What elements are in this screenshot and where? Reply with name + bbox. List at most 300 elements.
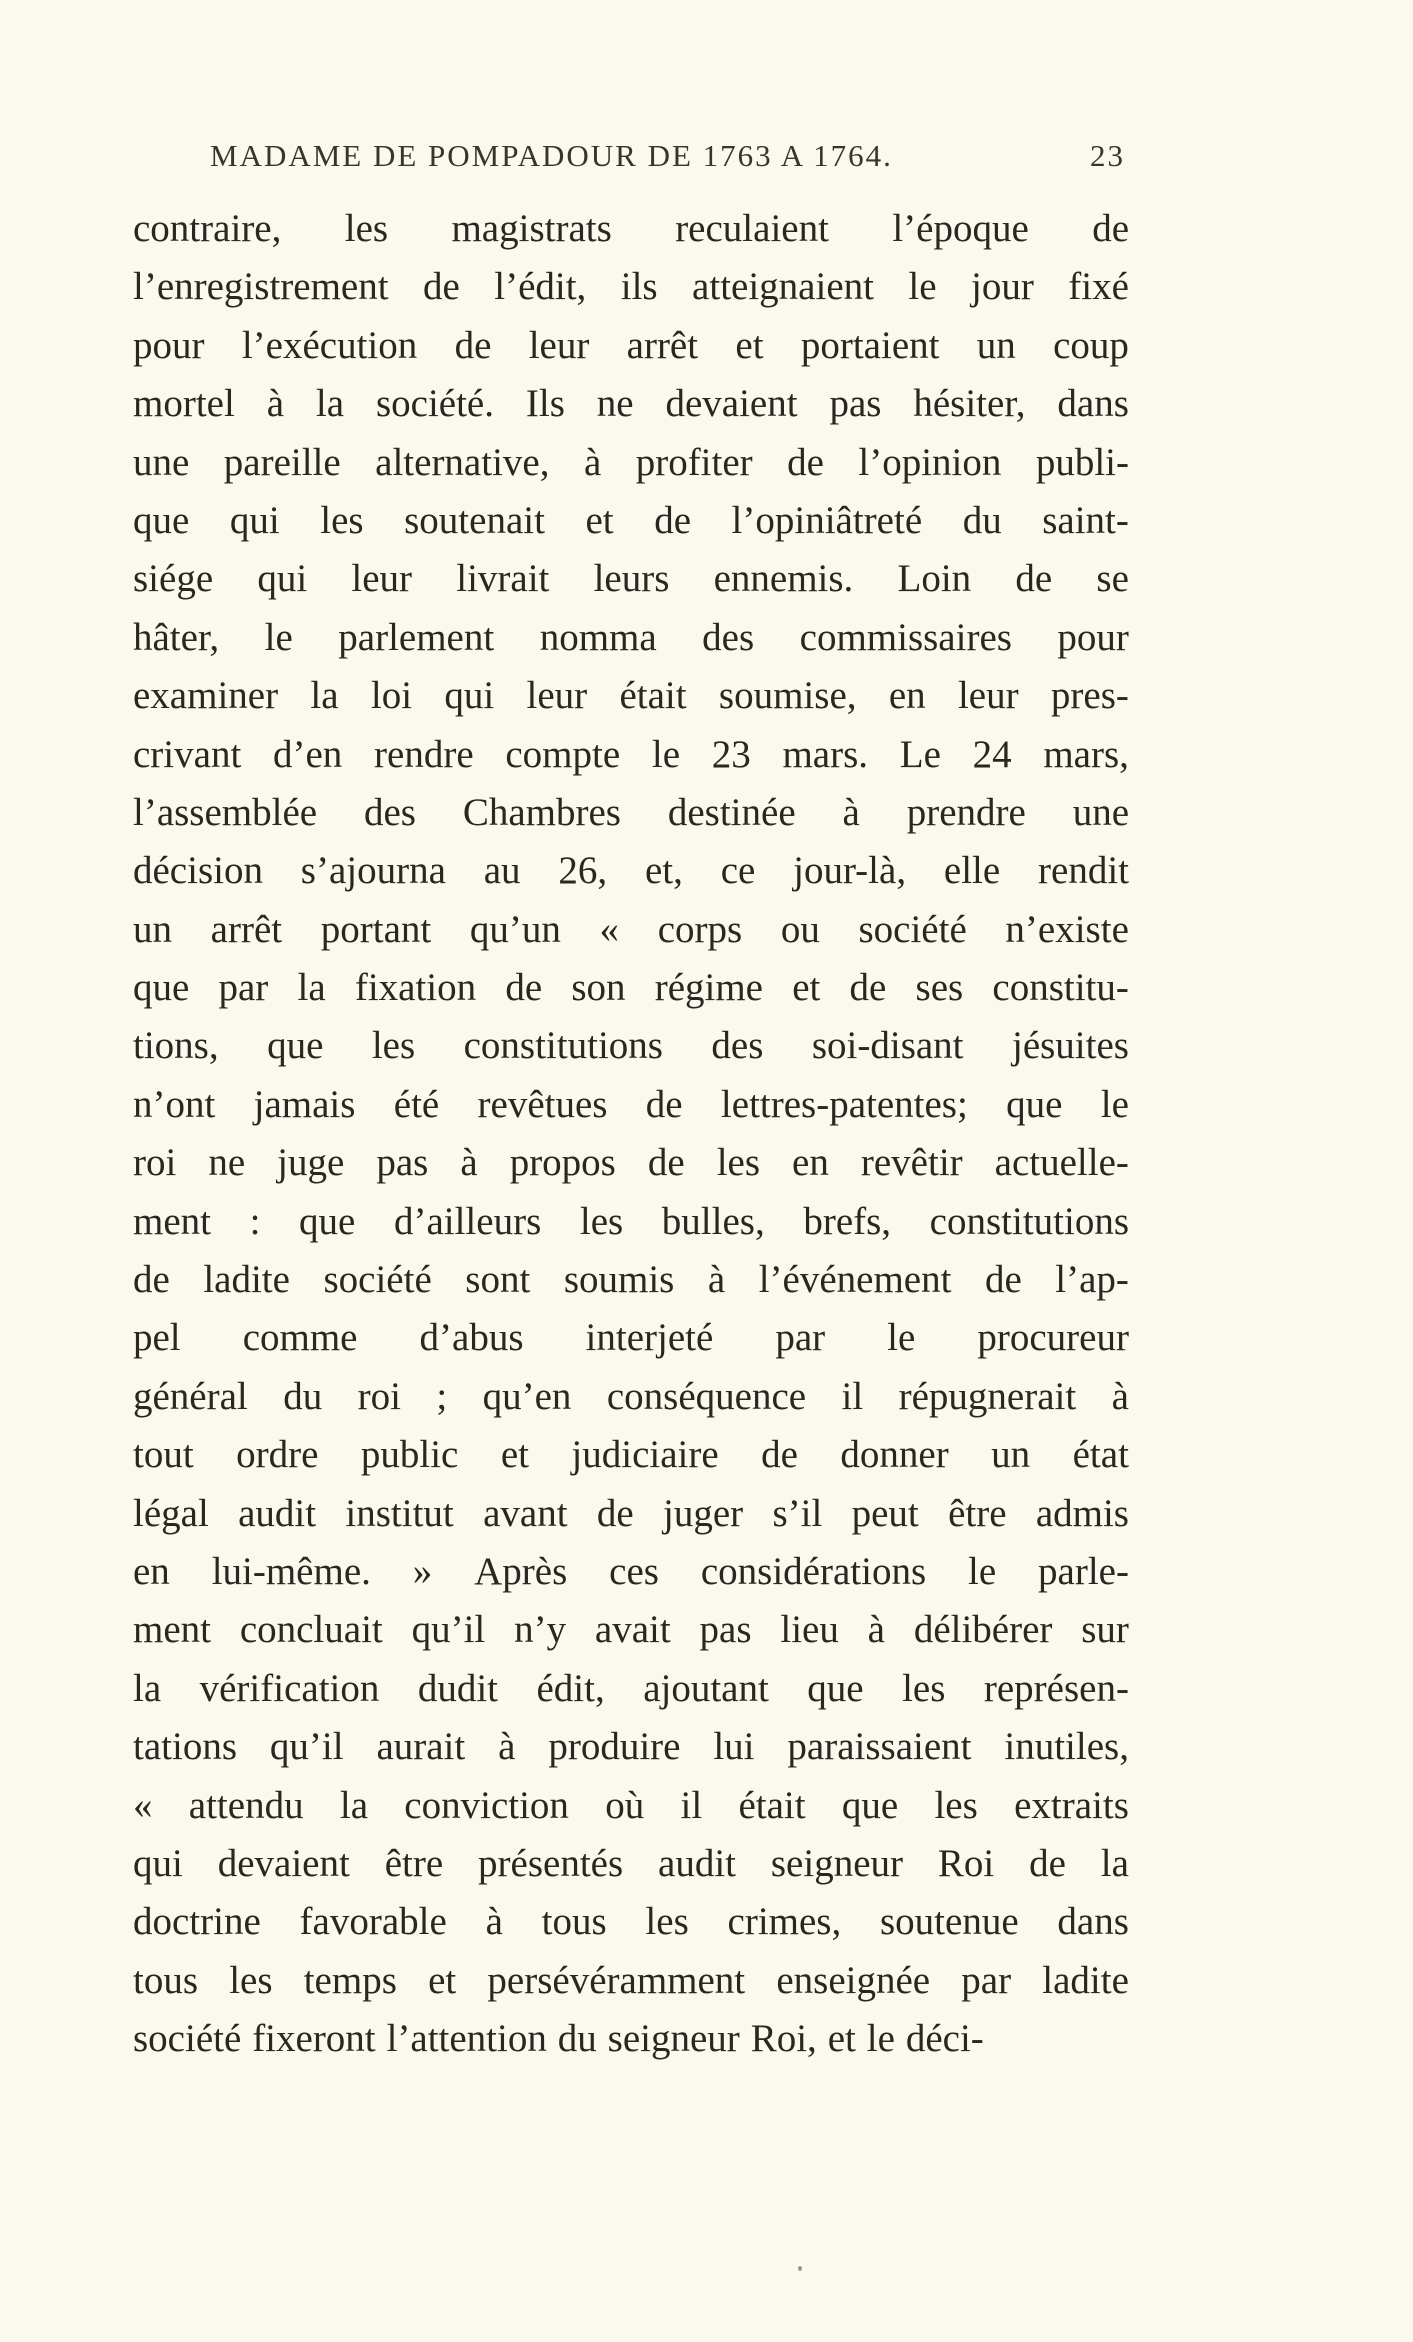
word: l’édit,: [494, 265, 587, 309]
word: tions,: [133, 1024, 219, 1068]
word: leur: [528, 323, 590, 367]
word: Roi: [937, 1841, 995, 1885]
word: s’il: [772, 1491, 823, 1535]
word: inutiles,: [1004, 1725, 1129, 1769]
word: qui: [444, 674, 495, 718]
word: de: [454, 323, 492, 367]
word: ou: [780, 907, 820, 951]
word: la: [310, 674, 339, 718]
word: leur: [351, 557, 413, 601]
word: des: [702, 615, 755, 659]
word: profiter: [635, 440, 753, 484]
word: les: [229, 1958, 273, 2002]
text-line: [133, 667, 1129, 725]
text-line: [133, 842, 1129, 900]
word: audit: [658, 1841, 736, 1885]
word: des: [363, 790, 416, 834]
text-line: [133, 1426, 1129, 1484]
word: «: [599, 907, 620, 951]
word: société.: [375, 382, 494, 426]
word: parle-: [1038, 1549, 1129, 1593]
word: il: [841, 1374, 864, 1418]
word: roi: [133, 1141, 177, 1185]
word: être: [948, 1491, 1007, 1535]
word: une: [1072, 790, 1129, 834]
word: procureur: [977, 1316, 1129, 1360]
word: ordre: [236, 1433, 319, 1477]
word: atteignaient: [692, 265, 874, 309]
word: conviction: [404, 1783, 569, 1827]
word: juger: [662, 1491, 744, 1535]
word: et: [792, 966, 821, 1010]
word: ;: [436, 1374, 448, 1418]
word: de: [596, 1491, 634, 1535]
word: répugnerait: [898, 1374, 1077, 1418]
word: à: [707, 1258, 726, 1302]
text-line: [133, 492, 1129, 550]
word: du: [557, 2017, 597, 2061]
word: actuelle-: [994, 1141, 1129, 1185]
word: reculaient: [675, 207, 829, 250]
text-line: [133, 317, 1129, 375]
word: l’assemblée: [133, 790, 318, 834]
word: de: [133, 1258, 170, 1302]
text-line: [133, 258, 1129, 316]
word: favorable: [299, 1900, 447, 1944]
word: pel: [133, 1316, 181, 1360]
word: ladite: [1042, 1958, 1129, 2002]
word: de: [1092, 207, 1129, 250]
word: représen-: [983, 1666, 1129, 1710]
word: déci-: [905, 2017, 984, 2061]
word: par: [775, 1316, 826, 1360]
word: considérations: [700, 1549, 927, 1593]
text-line: [133, 1368, 1129, 1426]
word: seigneur: [607, 2017, 740, 2061]
word: ne: [208, 1141, 246, 1185]
word: »: [412, 1549, 433, 1593]
word: Loin: [897, 557, 972, 601]
word: de: [787, 440, 824, 484]
body-text: [133, 200, 1129, 2069]
text-line: [133, 200, 1129, 258]
word: du: [283, 1374, 323, 1418]
word: les: [579, 1199, 624, 1243]
word: lieu: [780, 1608, 839, 1652]
word: admis: [1035, 1491, 1129, 1535]
word: enseignée: [776, 1958, 931, 2002]
word: qui: [229, 498, 280, 542]
word: décision: [133, 849, 263, 893]
word: pour: [1057, 615, 1129, 659]
word: que: [807, 1666, 864, 1710]
word: qui: [133, 1841, 183, 1885]
word: doctrine: [133, 1900, 261, 1944]
text-line: [133, 1952, 1129, 2010]
word: examiner: [133, 674, 279, 718]
word: le: [1100, 1082, 1129, 1126]
word: à: [867, 1608, 885, 1652]
word: de: [647, 1141, 685, 1185]
word: ment: [133, 1199, 211, 1243]
word: l’ap-: [1055, 1258, 1129, 1302]
word: 23: [711, 732, 751, 776]
word: leur: [957, 674, 1019, 718]
word: ennemis.: [713, 557, 854, 601]
word: que: [133, 966, 190, 1010]
text-line: [133, 2010, 1129, 2068]
word: :: [249, 1199, 261, 1243]
word: paraissaient: [787, 1725, 972, 1769]
ink-speck: [798, 2266, 802, 2271]
word: juge: [277, 1141, 345, 1185]
word: que: [133, 498, 190, 542]
word: propos: [509, 1141, 616, 1185]
word: crivant: [133, 732, 242, 776]
word: dans: [1057, 1900, 1129, 1944]
word: que: [267, 1024, 324, 1068]
word: les: [934, 1783, 978, 1827]
word: à: [460, 1141, 478, 1185]
word: tout: [133, 1433, 194, 1477]
word: vérification: [199, 1666, 380, 1710]
word: commissaires: [799, 615, 1012, 659]
word: que: [841, 1783, 899, 1827]
word: le: [651, 732, 681, 776]
word: coup: [1053, 323, 1129, 367]
text-line: [133, 1309, 1129, 1367]
word: lettres-patentes;: [720, 1082, 968, 1126]
word: persévéramment: [487, 1958, 746, 2002]
word: devaient: [217, 1841, 350, 1885]
word: à: [485, 1900, 503, 1944]
word: magistrats: [451, 207, 612, 250]
text-line: [133, 1660, 1129, 1718]
word: parlement: [338, 615, 495, 659]
word: présentés: [478, 1841, 624, 1885]
word: fixation: [354, 966, 477, 1010]
word: concluait: [239, 1608, 383, 1652]
word: de: [849, 966, 887, 1010]
word: «: [133, 1783, 153, 1827]
word: société: [133, 2017, 242, 2061]
word: s’ajourna: [300, 849, 446, 893]
text-line: [133, 375, 1129, 433]
word: loi: [370, 674, 413, 718]
text-line: [133, 1193, 1129, 1251]
word: ces: [609, 1549, 659, 1593]
text-line: [133, 1835, 1129, 1893]
word: produire: [548, 1725, 681, 1769]
word: à: [1111, 1374, 1129, 1418]
word: d’en: [273, 732, 343, 776]
word: donner: [840, 1433, 949, 1477]
word: de: [1015, 557, 1053, 601]
word: un: [976, 323, 1016, 367]
word: rendit: [1038, 849, 1129, 893]
word: judiciaire: [571, 1433, 719, 1477]
word: et: [827, 2017, 856, 2061]
word: leurs: [593, 557, 670, 601]
word: crimes,: [727, 1900, 842, 1944]
word: l’époque: [892, 207, 1029, 250]
text-line: [133, 1543, 1129, 1601]
word: institut: [345, 1491, 454, 1535]
text-line: [133, 1485, 1129, 1543]
word: la: [339, 1783, 369, 1827]
word: ladite: [203, 1258, 290, 1302]
word: de: [1029, 1841, 1066, 1885]
word: en: [133, 1549, 170, 1593]
word: revêtues: [477, 1082, 608, 1126]
word: l’enregistrement: [133, 265, 389, 309]
word: public: [360, 1433, 459, 1477]
word: revêtir: [860, 1141, 963, 1185]
word: lui: [713, 1725, 755, 1769]
word: qui: [257, 557, 308, 601]
word: d’abus: [419, 1316, 524, 1360]
word: en: [792, 1141, 829, 1185]
word: constitu-: [992, 966, 1129, 1010]
word: de: [654, 498, 691, 542]
word: alternative,: [375, 440, 550, 484]
word: par: [961, 1958, 1012, 2002]
word: mortel: [133, 382, 235, 426]
word: l’événement: [758, 1258, 952, 1302]
word: édit,: [536, 1666, 605, 1710]
word: les: [645, 1900, 689, 1944]
word: 24: [972, 732, 1012, 776]
word: fixeront: [252, 2017, 376, 2061]
word: mars.: [782, 732, 869, 776]
word: pour: [133, 323, 205, 367]
word: l’exécution: [241, 323, 418, 367]
word: jour-là,: [793, 849, 907, 893]
word: soutenue: [880, 1900, 1019, 1944]
word: livrait: [456, 557, 550, 601]
word: était: [619, 674, 687, 718]
word: jésuites: [1011, 1024, 1129, 1068]
word: pareille: [223, 440, 341, 484]
word: société: [858, 907, 967, 951]
word: et: [585, 498, 614, 542]
word: extraits: [1014, 1783, 1129, 1827]
word: elle: [943, 849, 1001, 893]
word: à: [583, 440, 602, 484]
word: à: [498, 1725, 516, 1769]
word: était: [738, 1783, 806, 1827]
text-line: [133, 1251, 1129, 1309]
word: sont: [465, 1258, 531, 1302]
word: soumise,: [718, 674, 857, 718]
page-header: [210, 138, 1125, 188]
word: attendu: [188, 1783, 304, 1827]
word: qu’il: [411, 1608, 486, 1652]
word: le: [887, 1316, 916, 1360]
word: siége: [133, 557, 214, 601]
word: pas: [829, 382, 882, 426]
word: le: [908, 265, 937, 309]
word: ajoutant: [643, 1666, 769, 1710]
word: il: [680, 1783, 703, 1827]
word: sur: [1081, 1608, 1129, 1652]
word: pas: [376, 1141, 429, 1185]
text-line: [133, 784, 1129, 842]
word: portant: [320, 907, 432, 951]
word: interjeté: [585, 1316, 714, 1360]
word: de: [984, 1258, 1022, 1302]
word: de: [505, 966, 543, 1010]
word: le: [968, 1549, 997, 1593]
word: 26,: [558, 849, 608, 893]
word: Le: [899, 732, 941, 776]
word: mars,: [1043, 732, 1129, 776]
word: la: [315, 382, 345, 426]
word: la: [133, 1666, 162, 1710]
word: tations: [133, 1725, 237, 1769]
word: fixé: [1068, 265, 1129, 309]
word: la: [297, 966, 326, 1010]
text-line: [133, 1076, 1129, 1134]
word: Roi,: [750, 2017, 817, 2061]
word: que: [1006, 1082, 1063, 1126]
word: soi-disant: [811, 1024, 964, 1068]
word: société: [323, 1258, 432, 1302]
word: l’attention: [386, 2017, 547, 2061]
word: de: [645, 1082, 683, 1126]
word: de: [761, 1433, 798, 1477]
word: du: [962, 498, 1002, 542]
word: et: [428, 1958, 457, 2002]
word: comme: [242, 1316, 358, 1360]
word: jamais: [253, 1082, 356, 1126]
word: régime: [654, 966, 763, 1010]
word: tous: [133, 1958, 199, 2002]
word: et,: [644, 849, 683, 893]
word: n’y: [514, 1608, 567, 1652]
word: légal: [133, 1491, 209, 1535]
word: nomma: [539, 615, 657, 659]
word: son: [571, 966, 626, 1010]
word: peut: [851, 1491, 919, 1535]
word: des: [711, 1024, 764, 1068]
word: une: [133, 440, 190, 484]
word: et: [500, 1433, 529, 1477]
word: dans: [1057, 382, 1129, 426]
word: qu’un: [469, 907, 561, 951]
word: général: [133, 1374, 248, 1418]
word: arrêt: [626, 323, 699, 367]
word: soutenait: [404, 498, 545, 542]
word: publi-: [1035, 440, 1129, 484]
word: qu’il: [269, 1725, 344, 1769]
word: un: [133, 907, 172, 951]
text-line: [133, 1134, 1129, 1192]
word: compte: [505, 732, 621, 776]
text-line: [133, 434, 1129, 492]
word: contraire,: [133, 207, 282, 250]
word: délibérer: [913, 1608, 1053, 1652]
text-line: [133, 1718, 1129, 1776]
word: soumis: [563, 1258, 675, 1302]
word: roi: [357, 1374, 401, 1418]
word: portaient: [800, 323, 940, 367]
word: où: [605, 1783, 645, 1827]
word: hésiter,: [913, 382, 1026, 426]
word: arrêt: [210, 907, 283, 951]
text-line: [133, 550, 1129, 608]
word: n’existe: [1005, 907, 1129, 951]
word: pres-: [1050, 674, 1129, 718]
word: constitutions: [929, 1199, 1129, 1243]
word: été: [393, 1082, 440, 1126]
word: par: [218, 966, 269, 1010]
word: Après: [474, 1549, 568, 1593]
word: Ils: [525, 382, 565, 426]
text-line: [133, 1777, 1129, 1835]
running-title: MADAME DE POMPADOUR DE 1763 A 1764.: [210, 138, 893, 173]
text-line: [133, 609, 1129, 667]
word: ils: [620, 265, 658, 309]
word: avant: [483, 1491, 568, 1535]
word: la: [1100, 1841, 1129, 1885]
word: lui-même.: [211, 1549, 371, 1593]
word: les: [320, 498, 364, 542]
word: ce: [720, 849, 756, 893]
word: état: [1072, 1433, 1129, 1477]
text-line: [133, 726, 1129, 784]
word: conséquence: [606, 1374, 807, 1418]
word: le: [866, 2017, 895, 2061]
word: que: [299, 1199, 356, 1243]
word: bulles,: [661, 1199, 765, 1243]
word: à: [842, 790, 860, 834]
page-number: 23: [1090, 138, 1125, 173]
word: ment: [133, 1608, 211, 1652]
text-line: [133, 901, 1129, 959]
word: en: [888, 674, 926, 718]
word: les: [716, 1141, 761, 1185]
word: l’opinion: [858, 440, 1002, 484]
word: le: [264, 615, 293, 659]
word: avait: [594, 1608, 671, 1652]
word: tous: [541, 1900, 607, 1944]
word: n’ont: [133, 1082, 216, 1126]
word: se: [1096, 557, 1129, 601]
word: aurait: [376, 1725, 466, 1769]
word: au: [483, 849, 521, 893]
word: devaient: [665, 382, 798, 426]
word: Chambres: [462, 790, 621, 834]
word: rendre: [374, 732, 474, 776]
word: constitutions: [463, 1024, 663, 1068]
text-line: [133, 1893, 1129, 1951]
word: jour: [971, 265, 1034, 309]
text-line: [133, 1601, 1129, 1659]
word: temps: [303, 1958, 397, 2002]
word: les: [371, 1024, 416, 1068]
word: seigneur: [770, 1841, 903, 1885]
word: ne: [596, 382, 634, 426]
word: pas: [699, 1608, 752, 1652]
word: l’opiniâtreté: [731, 498, 923, 542]
word: et: [735, 323, 764, 367]
word: les: [902, 1666, 946, 1710]
word: prendre: [906, 790, 1026, 834]
word: corps: [657, 907, 743, 951]
word: à: [266, 382, 285, 426]
word: de: [423, 265, 460, 309]
